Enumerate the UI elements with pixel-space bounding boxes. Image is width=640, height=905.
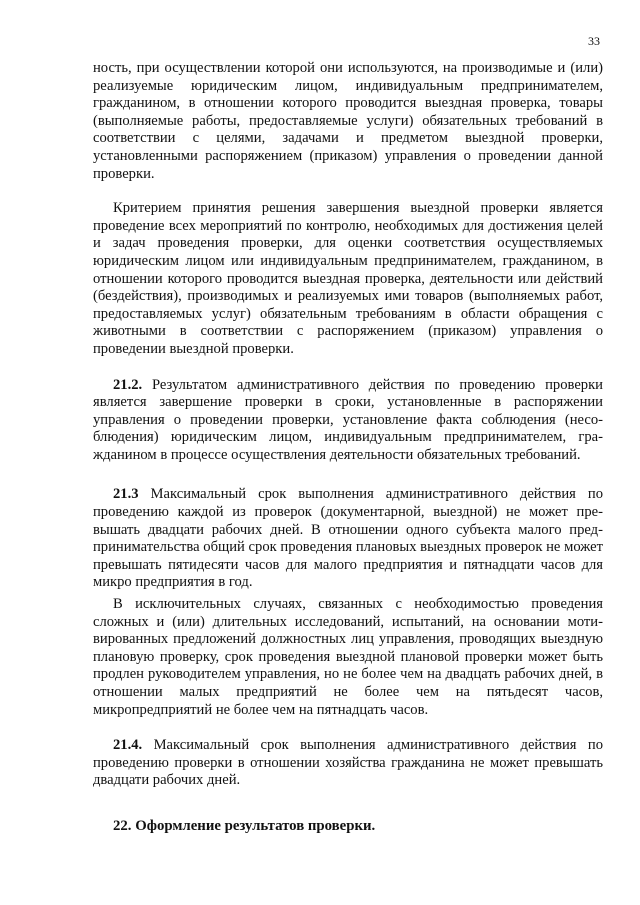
- paragraph-21-2: [93, 377, 603, 465]
- paragraph-text: В исключительных случаях, связанных с необходимостью проведения сложных и (или) длительных исследований, испытаний, на основании мотивированных предложений должностных лиц управления, проводящих выездную плановую проверку, срок проведения выездной плановой проверки может быть продлен руководителем управления, но не более чем на двадцать рабочих дней, в отношении малых предприятий не более чем на пятьдесят часов, микропредприятий не более чем на пятнадцать часов.: [93, 596, 603, 718]
- paragraph-text: ность, при осуществлении которой они используются, на производимые и (или) реализуемые юридическим лицом, индивидуальным предпринимателем, гражданином, в отношении которого проводится выездная проверка, товары (выполняемые работы, предоставляемые услуги) обязательных требований в соответствии с целями, задачами и предметом выездной проверки, установленными распоряжением (приказом) управления о проведении данной проверки.: [93, 60, 603, 182]
- section-number: 21.3: [113, 486, 139, 503]
- paragraph-text: Максимальный срок выполнения административного действия по проведению каждой из проверок (документарной, выездной) не может превышать двадцати рабочих дней. В отношении одного субъекта малого предпринимательства общий срок проведения плановых выездных проверок не может превышать пятидесяти часов для малого предприятия и пятнадцати часов для микро предприятия в год.: [93, 486, 603, 591]
- paragraph-text: Критерием принятия решения завершения выездной проверки является проведение всех мероприятий по контролю, необходимых для достижения целей и задач проведения проверки, для оценки соответствия осуществляемых юридическим лицом или индивидуальным предпринимателем, гражданином, в отношении которого проводится выездная проверка, деятельности или действий (бездействия), производимых и реализуемых ими товаров (выполняемых работ, предоставляемых услуг) обязательным требованиям в области обращения с животными в соответствии с распоряжением (приказом) управления о проведении выездной проверки.: [93, 200, 603, 357]
- paragraph-21-3: [93, 486, 603, 592]
- page-number: 33: [588, 34, 600, 48]
- paragraph-text: Результатом административного действия по проведению проверки является завершение проверки в сроки, установленные в распоряжении управления о проведении проверки, установление факта соблюдения (несоблюдения) юридическим лицом, индивидуальным предпринимателем, гражданином в процессе осуществления деятельности обязательных требований.: [93, 376, 603, 463]
- paragraph-criterion: [93, 200, 603, 358]
- section-heading: 22. Оформление результатов проверки.: [113, 817, 376, 834]
- section-number: 21.2.: [113, 376, 143, 393]
- paragraph-exceptional-cases: [93, 596, 603, 719]
- paragraph-21-4: [93, 737, 603, 790]
- section-number: 21.4.: [113, 737, 143, 754]
- paragraph-continuation: [93, 60, 603, 183]
- paragraph-text: Максимальный срок выполнения административного действия по проведению проверки в отношении хозяйства гражданина не может превышать двадцати рабочих дней.: [93, 737, 603, 789]
- document-body: [93, 60, 603, 836]
